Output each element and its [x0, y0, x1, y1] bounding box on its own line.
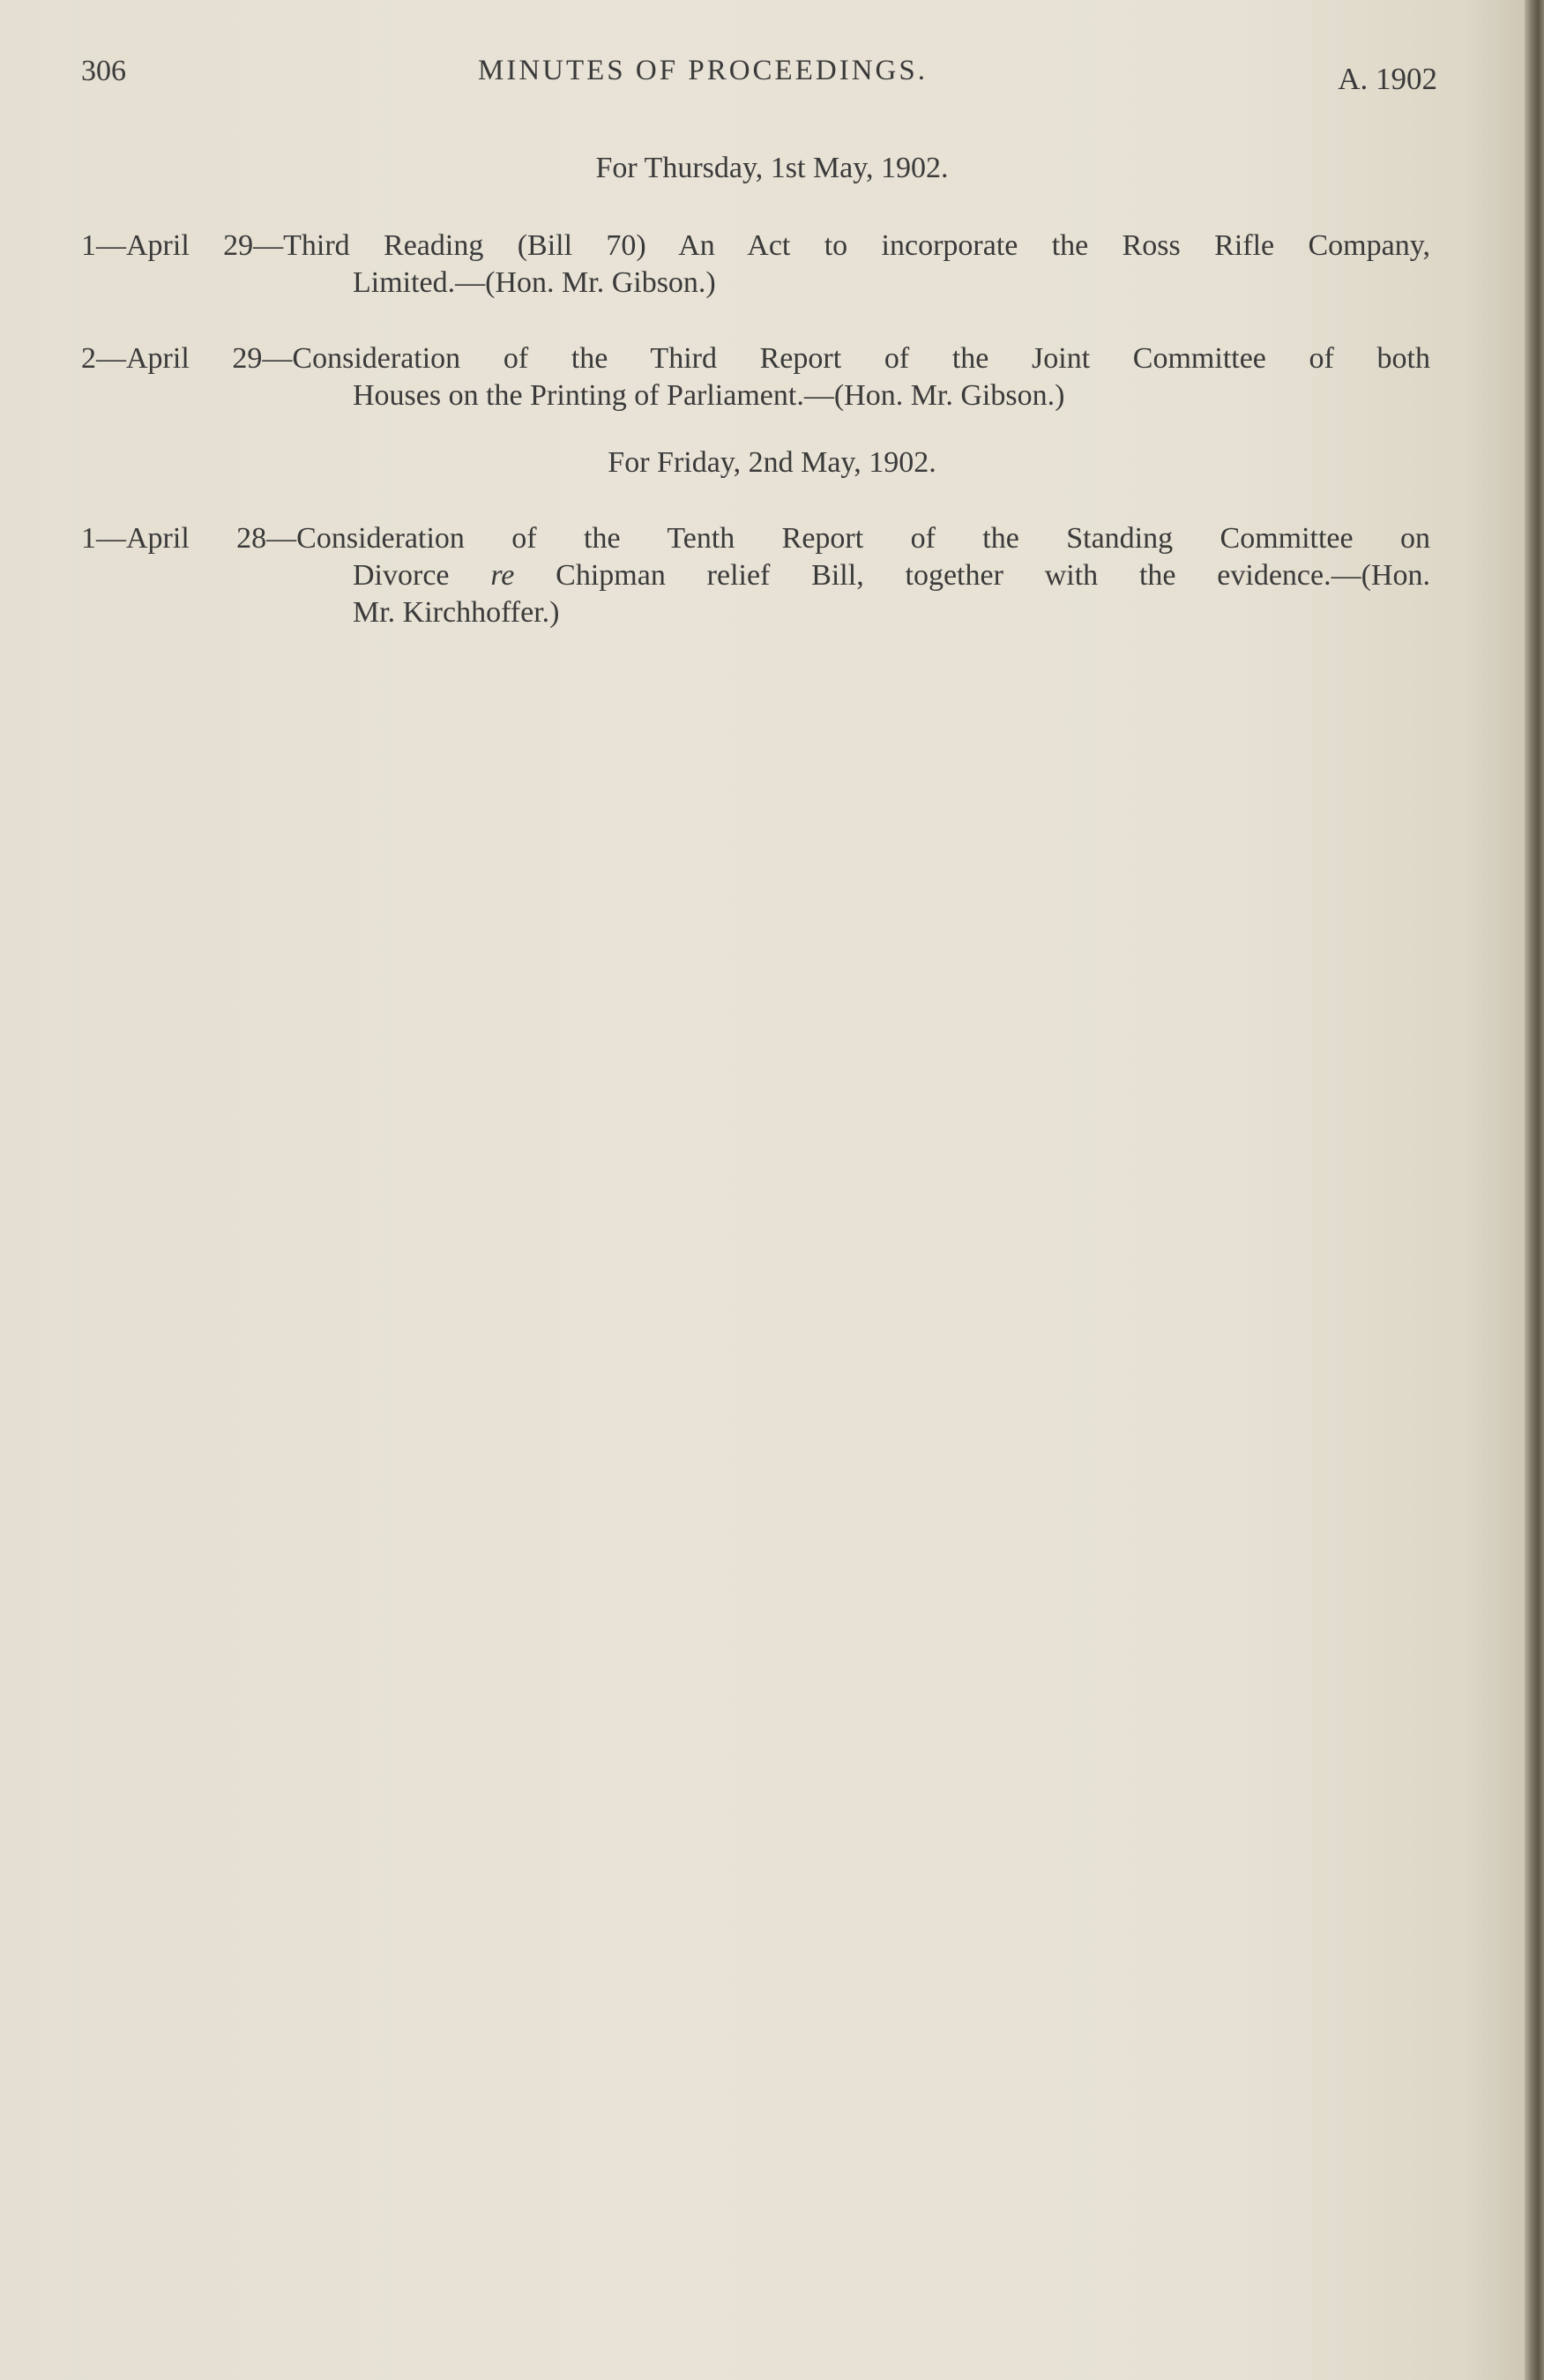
- page-number: 306: [81, 55, 126, 87]
- entry-continuation-line: Houses on the Printing of Parliament.—(Hon. Mr. Gibson.): [353, 379, 1065, 412]
- running-head-year: A. 1902: [1338, 62, 1437, 96]
- book-spine-edge: [1525, 0, 1544, 2380]
- section-heading-thursday: For Thursday, 1st May, 1902.: [595, 152, 949, 184]
- entry-continuation-line: [81, 557, 1430, 594]
- entry-continuation-line: Limited.—(Hon. Mr. Gibson.): [353, 266, 716, 299]
- entry-text: Divorce: [353, 559, 491, 592]
- running-head-title: MINUTES OF PROCEEDINGS.: [478, 55, 928, 86]
- section-heading-friday: For Friday, 2nd May, 1902.: [608, 446, 936, 479]
- entry-first-line: 1—April 29—Third Reading (Bill 70) An Act to incorporate the Ross Rifle Company,: [81, 229, 1430, 262]
- entry-first-line: 2—April 29—Consideration of the Third Report of the Joint Committee of both: [81, 342, 1430, 375]
- entry-first-line: 1—April 28—Consideration of the Tenth Report of the Standing Committee on: [81, 522, 1430, 555]
- entry-text: Chipman relief Bill, together with the evidence.—(Hon.: [514, 559, 1430, 592]
- running-head: [81, 55, 1437, 108]
- order-entry: [81, 228, 1430, 302]
- order-entry: [81, 520, 1430, 631]
- entry-italic-text: re: [490, 559, 515, 592]
- entry-continuation-line: Mr. Kirchhoffer.): [353, 596, 560, 629]
- order-entry: [81, 340, 1430, 414]
